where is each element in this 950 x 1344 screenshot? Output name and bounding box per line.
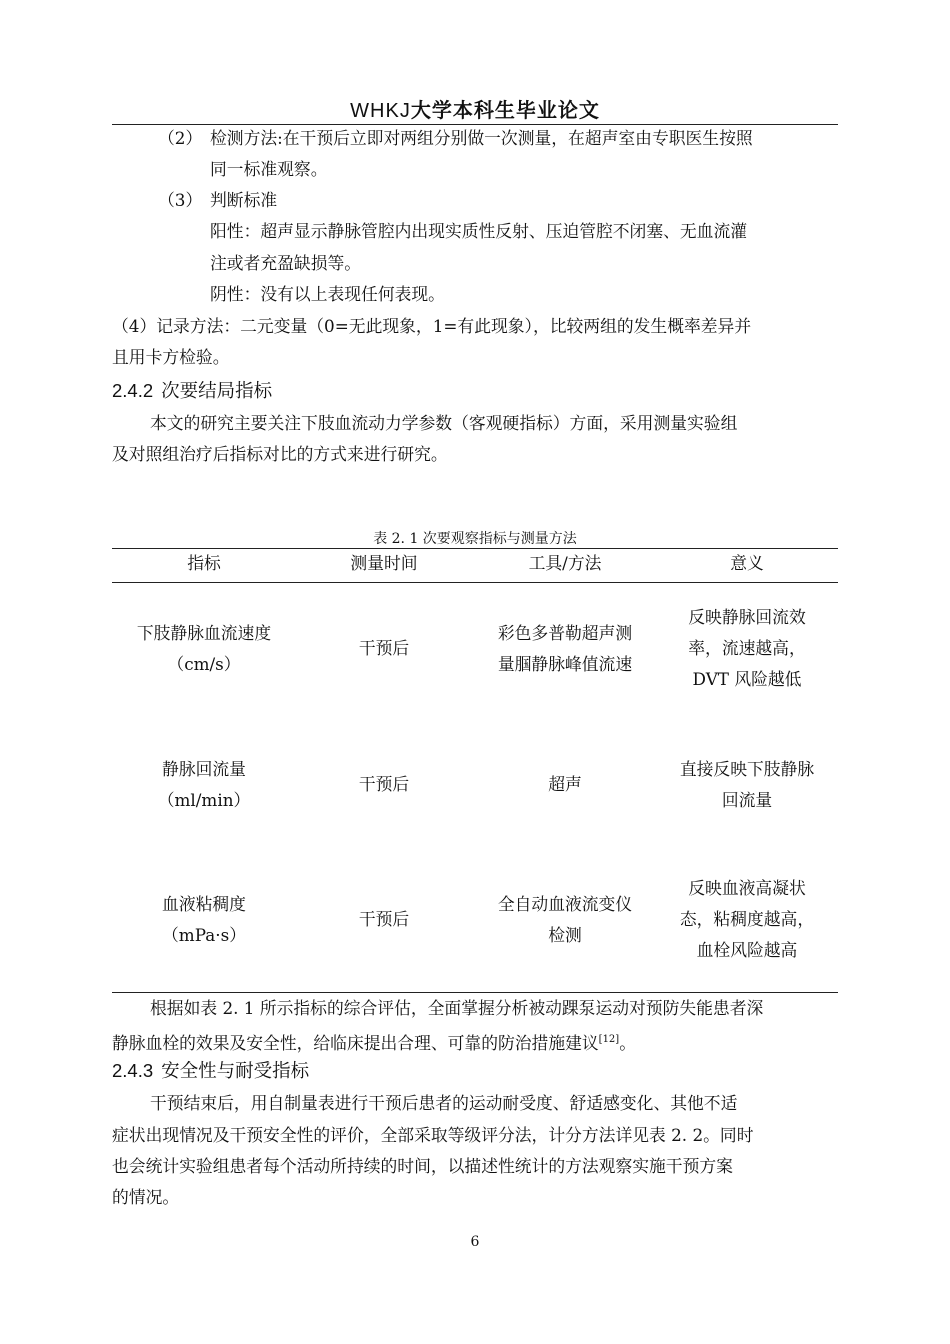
table-row-2-meaning bbox=[662, 754, 832, 816]
positive-line1: 阳性：超声显示静脉管腔内出现实质性反射、压迫管腔不闭塞、无血流灌 bbox=[210, 221, 748, 241]
table-header-rule bbox=[112, 582, 838, 583]
table-cell-text: （mPa·s） bbox=[162, 925, 246, 945]
table-row-1-indicator bbox=[112, 618, 296, 680]
table-cell-text: 率，流速越高， bbox=[688, 638, 806, 658]
section-title-243: 安全性与耐受指标 bbox=[161, 1061, 310, 1082]
section-243-line3: 也会统计实验组患者每个活动所持续的时间，以描述性统计的方法观察实施干预方案 bbox=[112, 1156, 733, 1176]
table-header-meaning: 意义 bbox=[730, 553, 764, 573]
table-row-1-time: 干预后 bbox=[358, 638, 410, 658]
table-cell-text: 直接反映下肢静脉 bbox=[679, 759, 815, 779]
table-cell-text: 量腘静脉峰值流速 bbox=[497, 654, 633, 674]
after-table-line1: 根据如表 2. 1 所示指标的综合评估，全面掌握分析被动踝泵运动对预防失能患者深 bbox=[150, 998, 764, 1018]
table-row-3-meaning bbox=[662, 873, 832, 966]
section-242-para-line1: 本文的研究主要关注下肢血流动力学参数（客观硬指标）方面，采用测量实验组 bbox=[150, 413, 738, 433]
table-cell-text: 反映静脉回流效 bbox=[688, 607, 806, 627]
table-cell-text: 血栓风险越高 bbox=[696, 940, 798, 960]
table-cell-text: 下肢静脉血流速度 bbox=[136, 623, 272, 643]
page-header bbox=[0, 94, 950, 123]
table-cell-text: DVT 风险越低 bbox=[692, 669, 802, 689]
after-table-line2 bbox=[112, 1024, 636, 1059]
section-heading-242 bbox=[112, 375, 272, 407]
negative-line: 阴性：没有以上表现任何表现。 bbox=[210, 284, 445, 304]
page-number: 6 bbox=[470, 1234, 480, 1250]
section-243-line2: 症状出现情况及干预安全性的评价，全部采取等级评分法，计分方法详见表 2. 2。同时 bbox=[112, 1125, 754, 1145]
table-header-method: 工具/方法 bbox=[528, 553, 602, 573]
positive-line2: 注或者充盈缺损等。 bbox=[210, 253, 362, 273]
section-heading-243 bbox=[112, 1055, 309, 1087]
table-caption: 表 2. 1 次要观察指标与测量方法 bbox=[373, 531, 577, 547]
table-cell-text: 反映血液高凝状 bbox=[688, 878, 806, 898]
table-cell-text: 全自动血液流变仪 bbox=[497, 894, 633, 914]
table-cell-text: 超声 bbox=[548, 774, 582, 794]
item3-title: 判断标准 bbox=[210, 190, 278, 210]
item4-line2: 且用卡方检验。 bbox=[112, 347, 230, 367]
table-header-indicator: 指标 bbox=[187, 553, 221, 573]
section-title-242: 次要结局指标 bbox=[161, 381, 273, 402]
table-cell-text: 检测 bbox=[548, 925, 582, 945]
after-table-end: 。 bbox=[619, 1033, 636, 1053]
section-number-242: 2.4.2 bbox=[112, 380, 154, 401]
after-table-text: 静脉血栓的效果及安全性，给临床提出合理、可靠的防治措施建议 bbox=[112, 1033, 599, 1053]
table-row-3-time: 干预后 bbox=[358, 909, 410, 929]
table-row-3-method bbox=[474, 889, 656, 951]
citation-ref: [12] bbox=[598, 1034, 620, 1045]
table-cell-text: （ml/min） bbox=[157, 790, 251, 810]
section-243-line1: 干预结束后，用自制量表进行干预后患者的运动耐受度、舒适感变化、其他不适 bbox=[150, 1093, 738, 1113]
item4-line1: （4）记录方法：二元变量（0=无此现象，1=有此现象），比较两组的发生概率差异并 bbox=[112, 316, 752, 336]
table-row-3-indicator bbox=[112, 889, 296, 951]
item3-num: （3） bbox=[158, 190, 203, 210]
section-242-para-line2: 及对照组治疗后指标对比的方式来进行研究。 bbox=[112, 444, 448, 464]
table-row-1-method bbox=[474, 618, 656, 680]
table-cell-text: 态，粘稠度越高， bbox=[679, 909, 815, 929]
header-latin: WHKJ bbox=[350, 100, 411, 122]
table-cell-text: 血液粘稠度 bbox=[162, 894, 246, 914]
table-row-1-meaning bbox=[662, 602, 832, 695]
table-header-time: 测量时间 bbox=[350, 553, 418, 573]
table-row-2-time: 干预后 bbox=[358, 774, 410, 794]
item2-line1: 检测方法:在干预后立即对两组分别做一次测量，在超声室由专职医生按照 bbox=[210, 128, 753, 148]
table-cell-text: 静脉回流量 bbox=[162, 759, 246, 779]
section-number-243: 2.4.3 bbox=[112, 1060, 154, 1081]
section-243-line4: 的情况。 bbox=[112, 1187, 180, 1207]
table-cell-text: 彩色多普勒超声测 bbox=[497, 623, 633, 643]
item2-num: （2） bbox=[158, 128, 203, 148]
table-cell-text: 回流量 bbox=[721, 790, 773, 810]
table-row-2-method bbox=[474, 769, 656, 800]
header-title: 大学本科生毕业论文 bbox=[410, 98, 600, 122]
item2-line2: 同一标准观察。 bbox=[210, 159, 328, 179]
table-row-2-indicator bbox=[112, 754, 296, 816]
table-cell-text: （cm/s） bbox=[167, 654, 241, 674]
